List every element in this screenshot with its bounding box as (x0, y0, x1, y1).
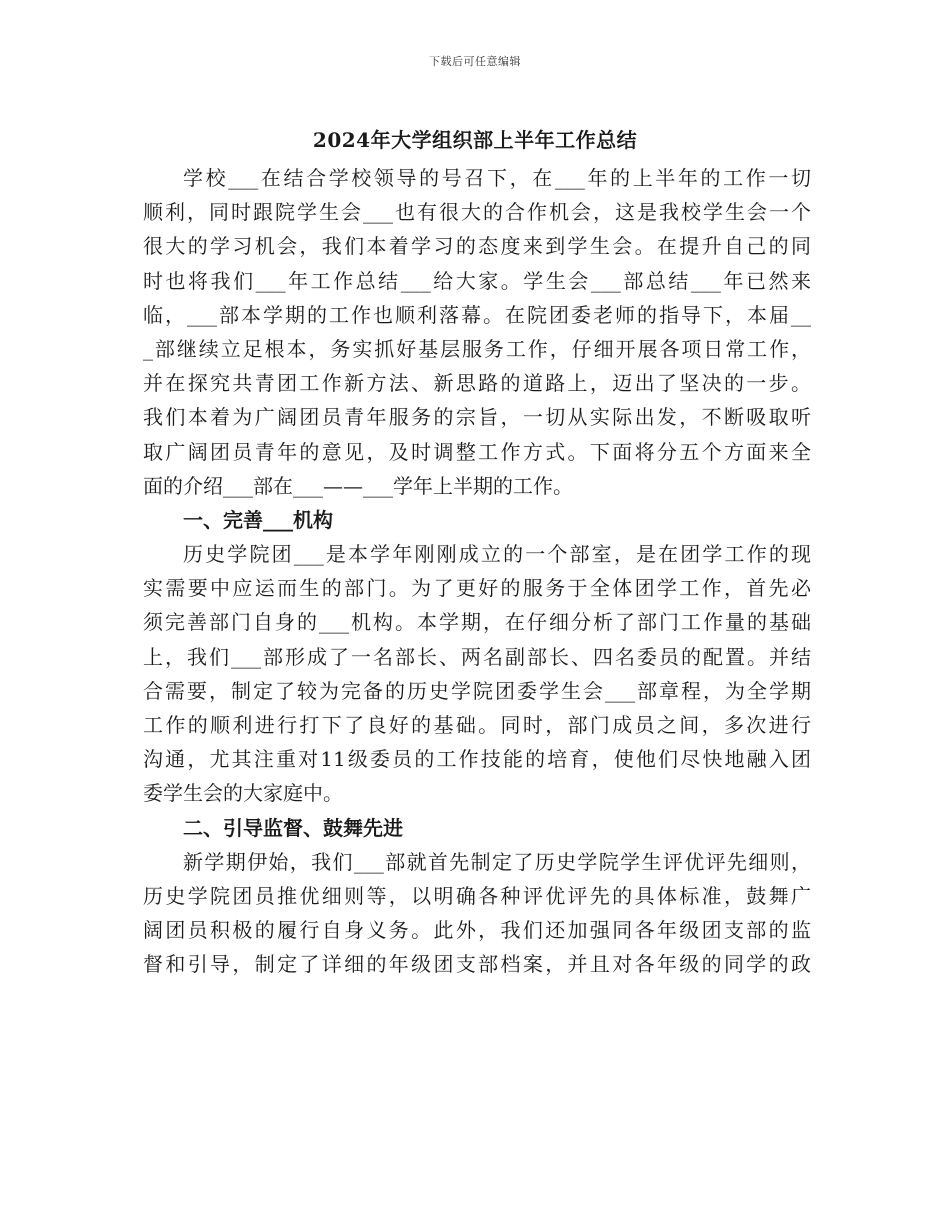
text-line: 合需要，制定了较为完备的历史学院团委学生会___部章程，为全学期 (143, 678, 811, 703)
page-header: 下载后可任意编辑 (429, 55, 521, 68)
text-line: 临，___部本学期的工作也顺利落幕。在院团委老师的指导下，本届__ (143, 302, 811, 327)
section-1-paragraph (143, 537, 811, 811)
text-line: 历史学院团员推优细则等，以明确各种评优评先的具体标准，鼓舞广 (143, 883, 811, 908)
text-line: 时也将我们___年工作总结___给大家。学生会___部总结___年已然来 (143, 268, 811, 293)
section-heading-2: 二、引导监督、鼓舞先进 (183, 815, 403, 840)
intro-paragraph (143, 161, 811, 503)
section-heading-1: 一、完善___机构 (183, 507, 333, 532)
text-line: 新学期伊始，我们___部就首先制定了历史学院学生评优评先细则， (183, 849, 811, 874)
text-line: 工作的顺利进行打下了良好的基础。同时，部门成员之间，多次进行 (143, 713, 811, 737)
text-line: 督和引导，制定了详细的年级团支部档案，并且对各年级的同学的政 (143, 952, 811, 977)
text-line: 上，我们___部形成了一名部长、两名副部长、四名委员的配置。并结 (143, 644, 811, 669)
document-title: 2024年大学组织部上半年工作总结 (312, 128, 638, 152)
text-line: 历史学院团___是本学年刚刚成立的一个部室，是在团学工作的现 (183, 542, 811, 567)
text-line: 实需要中应运而生的部门。为了更好的服务于全体团学工作，首先必 (143, 576, 811, 601)
document-body (143, 161, 811, 982)
text-line: 并在探究共青团工作新方法、新思路的道路上，迈出了坚决的一步。 (143, 371, 811, 396)
text-line: 取广阔团员青年的意见，及时调整工作方式。下面将分五个方面来全 (143, 439, 811, 464)
text-line: 顺利，同时跟院学生会___也有很大的合作机会，这是我校学生会一个 (143, 200, 811, 225)
text-line: 我们本着为广阔团员青年服务的宗旨，一切从实际出发，不断吸取听 (143, 405, 811, 430)
section-2-paragraph (143, 845, 811, 982)
text-line: 须完善部门自身的___机构。本学期，在仔细分析了部门工作量的基础 (143, 610, 811, 635)
text-line: 学校___在结合学校领导的号召下，在___年的上半年的工作一切 (183, 166, 811, 190)
text-line: 很大的学习机会，我们本着学习的态度来到学生会。在提升自己的同 (143, 234, 811, 259)
text-line: 面的介绍___部在___——___学年上半期的工作。 (143, 473, 573, 498)
text-line: 阔团员积极的履行自身义务。此外，我们还加强同各年级团支部的监 (143, 918, 811, 943)
text-line: 委学生会的大家庭中。 (143, 781, 343, 806)
text-line: 沟通，尤其注重对11级委员的工作技能的培育，使他们尽快地融入团 (143, 747, 811, 772)
text-line: _部继续立足根本，务实抓好基层服务工作，仔细开展各项日常工作， (143, 336, 811, 361)
